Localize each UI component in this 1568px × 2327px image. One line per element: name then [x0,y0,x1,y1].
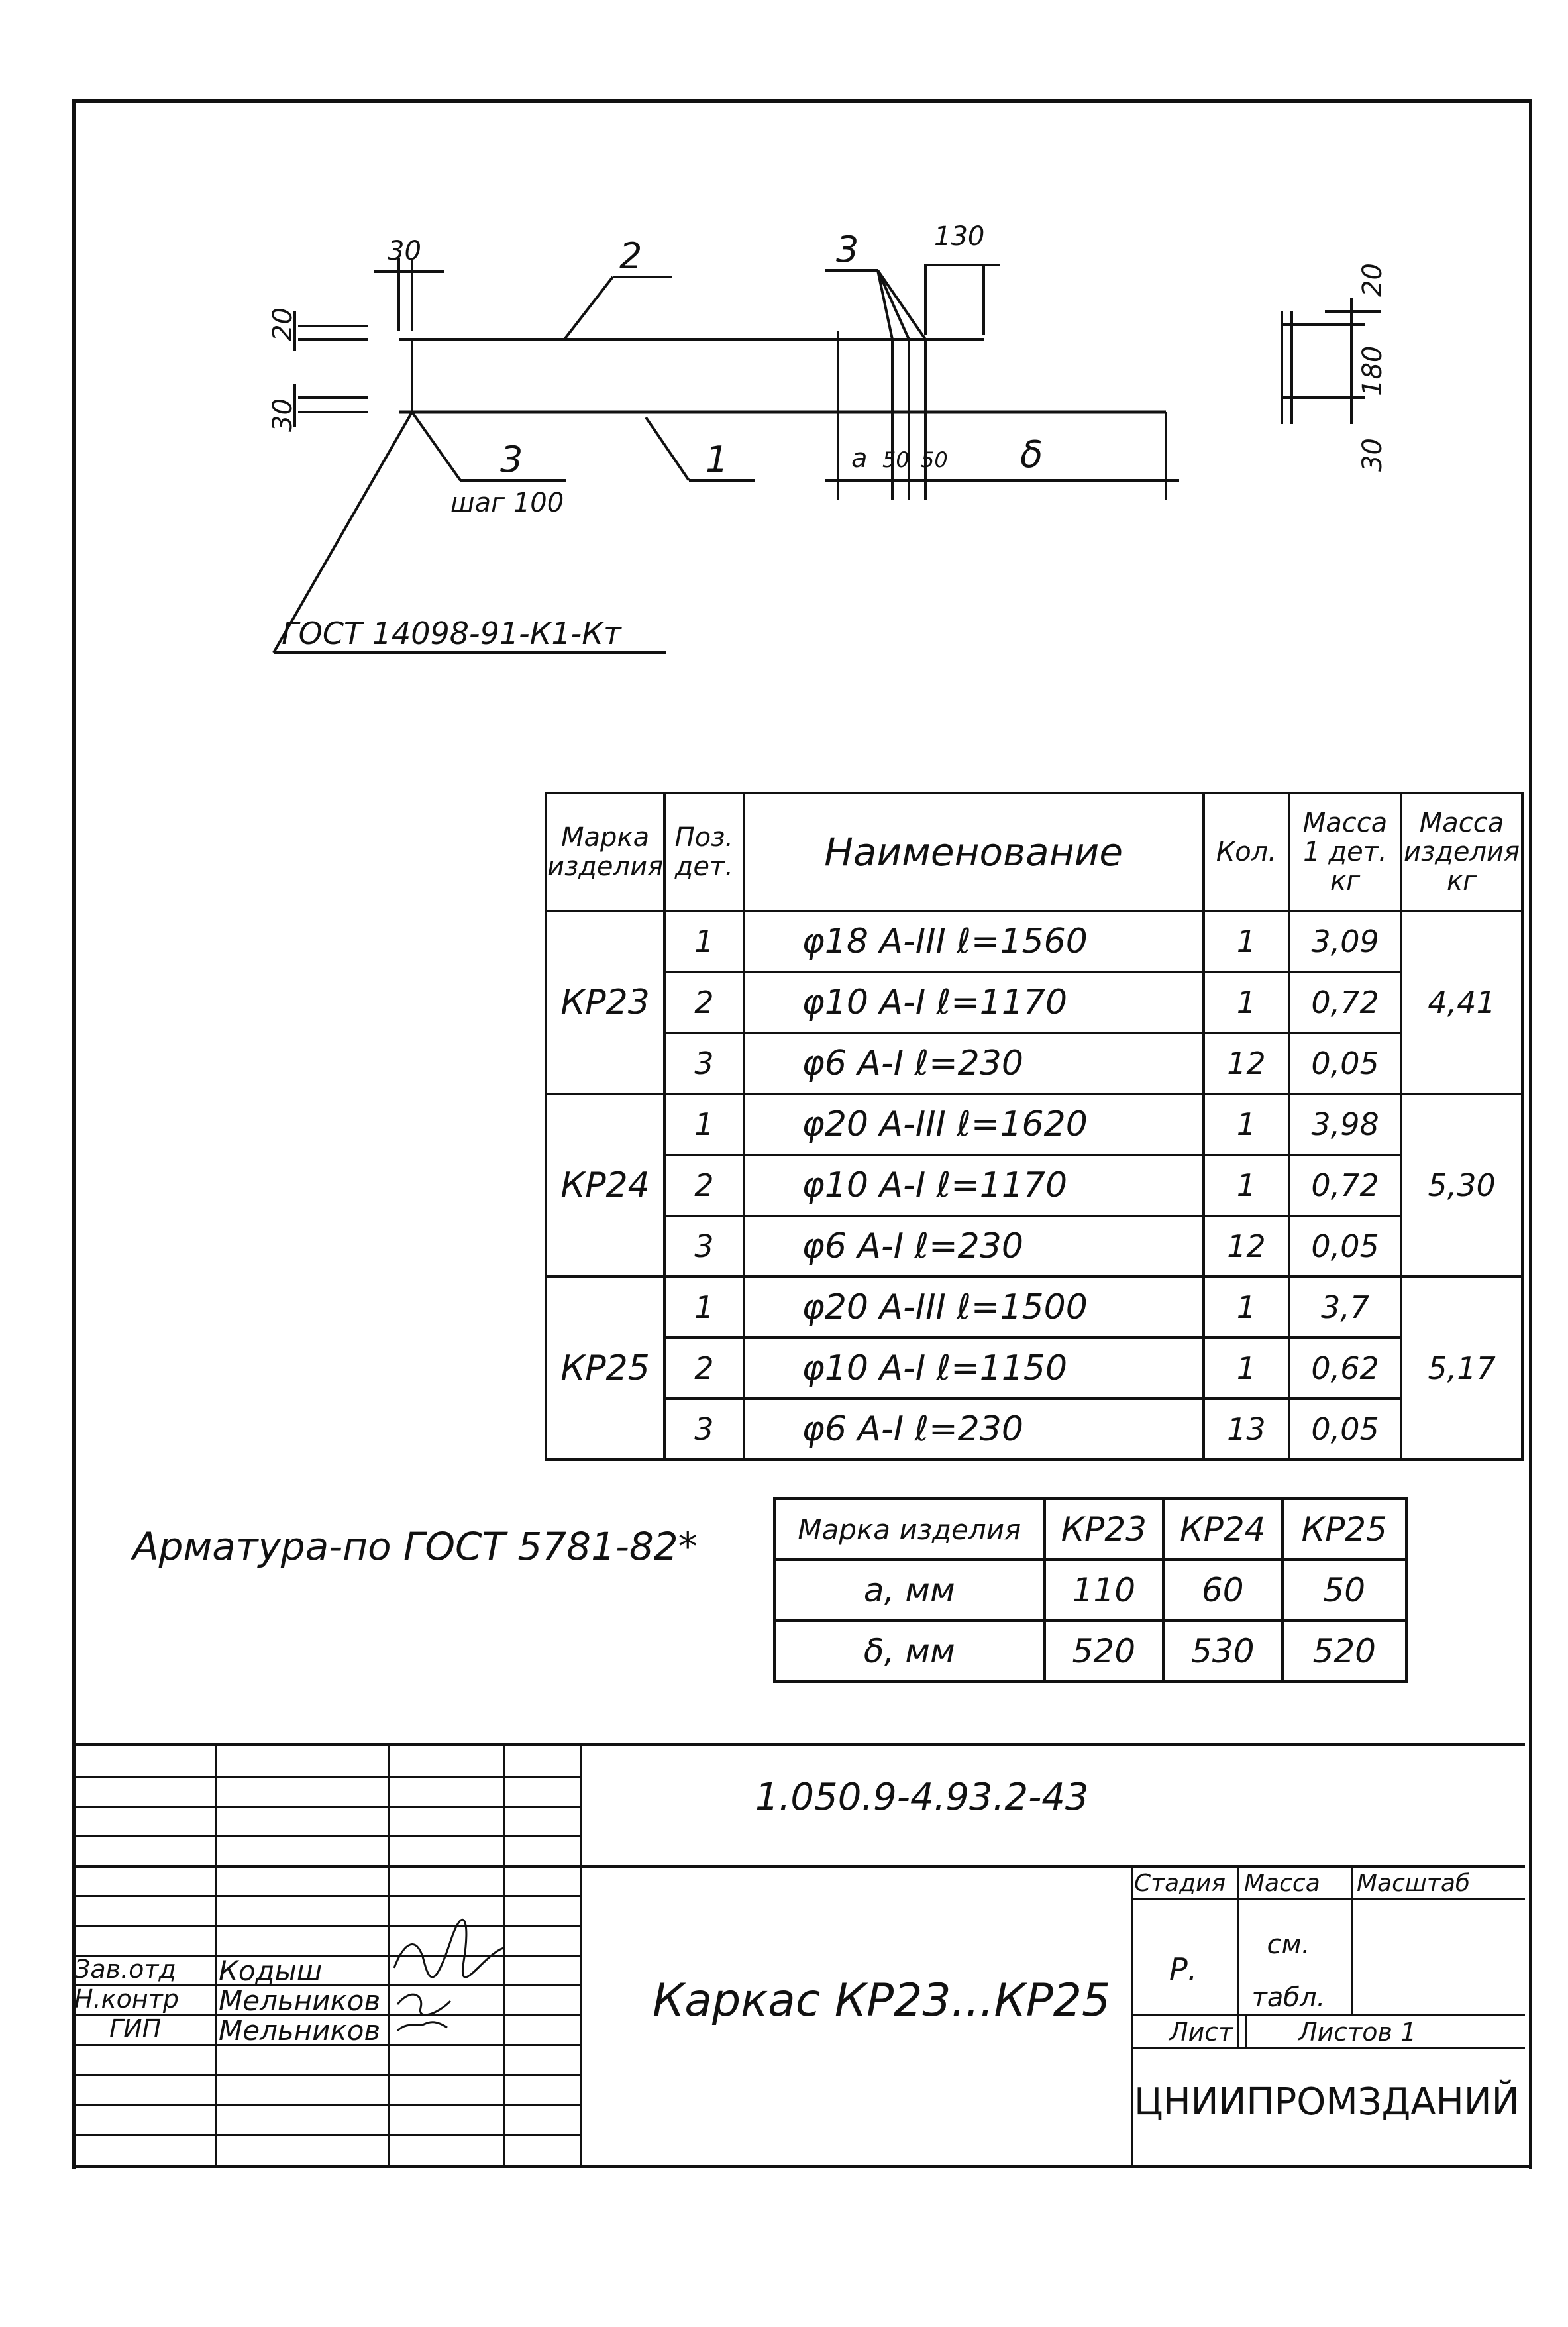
header-mass-product: Масса изделия кг [1401,793,1522,911]
qty-cell: 1 [1204,972,1289,1033]
table-row [546,1338,1522,1399]
pos-cell: 2 [664,972,743,1033]
qty-cell: 13 [1204,1399,1289,1460]
mass-label: Масса [1244,1870,1320,1897]
position-2-label: 2 [619,235,643,277]
section-dim-180: 180 [1357,345,1388,396]
mass-value: см. табл. [1251,1929,1326,2013]
mass-cell: 0,72 [1289,1155,1401,1216]
mass-cell: 0,05 [1289,1216,1401,1277]
table-row [546,1155,1522,1216]
position-3-bottom-label: 3 [500,439,523,480]
mass-cell: 3,7 [1289,1277,1401,1338]
pos-cell: 1 [664,911,743,972]
product-mass: 5,17 [1401,1277,1522,1460]
mass-cell: 0,05 [1289,1033,1401,1094]
dim-top-30: 30 [388,236,421,266]
table-row [546,972,1522,1033]
header-pos: Поз. дет. [664,793,743,911]
table-row [774,1560,1406,1621]
name-cell: φ20 А-III ℓ=1620 [744,1094,1204,1155]
dim-table-header: КР23 [1045,1499,1163,1560]
stage-label: Стадия [1134,1870,1226,1897]
mass-cell: 3,98 [1289,1094,1401,1155]
qty-cell: 1 [1204,1155,1289,1216]
product-mark: КР23 [546,911,664,1094]
dim-a: a [851,443,868,474]
role-norm-control: Н.контр [74,1984,179,2014]
dim-left-30: 30 [268,398,298,432]
dim-table-header: КР25 [1282,1499,1406,1560]
dim-left-20: 20 [268,307,298,341]
stage-value: Р. [1169,1951,1198,1987]
signature-marks [391,1915,523,2047]
pos-cell: 1 [664,1094,743,1155]
organization-name: ЦНИИПРОМЗДАНИЙ [1134,2081,1520,2124]
name-cell: φ10 А-I ℓ=1170 [744,972,1204,1033]
name-cell: φ20 А-III ℓ=1500 [744,1277,1204,1338]
pos-cell: 2 [664,1155,743,1216]
role-head-dept: Зав.отд [74,1955,176,1984]
step-label: шаг 100 [450,488,564,518]
name-cell: φ6 А-I ℓ=230 [744,1399,1204,1460]
dim-table-cell: 60 [1163,1560,1282,1621]
name-cell: φ10 А-I ℓ=1150 [744,1338,1204,1399]
pos-cell: 2 [664,1338,743,1399]
person-head-dept: Кодыш [219,1955,323,1987]
document-code: 1.050.9-4.93.2-43 [755,1776,1089,1819]
mass-cell: 0,72 [1289,972,1401,1033]
dim-table-cell: δ, мм [774,1621,1045,1682]
section-dim-20: 20 [1357,263,1388,297]
name-cell: φ10 А-I ℓ=1170 [744,1155,1204,1216]
product-mark: КР24 [546,1094,664,1277]
product-mark: КР25 [546,1277,664,1460]
dim-table-cell: 50 [1282,1560,1406,1621]
person-chief-engineer: Мельников [219,2014,381,2047]
section-dim-30: 30 [1357,438,1388,472]
pos-cell: 3 [664,1216,743,1277]
table-row [546,911,1522,972]
role-chief-engineer: ГИП [109,2014,162,2043]
position-3-top-label: 3 [836,229,859,270]
person-norm-control: Мельников [219,1984,381,2017]
dim-50-second: 50 [921,447,948,472]
dim-table-cell: 520 [1282,1621,1406,1682]
name-cell: φ6 А-I ℓ=230 [744,1033,1204,1094]
position-1-label: 1 [706,439,729,480]
pos-cell: 1 [664,1277,743,1338]
sheets-count: Листов 1 [1298,2018,1417,2047]
qty-cell: 1 [1204,1338,1289,1399]
name-cell: φ18 А-III ℓ=1560 [744,911,1204,972]
dim-table-header: Марка изделия [774,1499,1045,1560]
pos-cell: 3 [664,1033,743,1094]
header-mark: Марка изделия [546,793,664,911]
table-row [546,1094,1522,1155]
dim-50-first: 50 [882,447,910,472]
dim-table-cell: 530 [1163,1621,1282,1682]
scale-label: Масштаб [1357,1870,1471,1897]
dim-table-cell: 520 [1045,1621,1163,1682]
mass-cell: 0,62 [1289,1338,1401,1399]
sheet-label: Лист [1169,2018,1233,2047]
qty-cell: 1 [1204,1277,1289,1338]
pos-cell: 3 [664,1399,743,1460]
dimension-table [773,1497,1408,1683]
table-row [546,1033,1522,1094]
qty-cell: 1 [1204,911,1289,972]
dim-table-cell: 110 [1045,1560,1163,1621]
table-row [546,1277,1522,1338]
dim-b: δ [1020,433,1043,476]
weld-standard-label: ГОСТ 14098-91-К1-Кт [282,616,621,651]
product-mass: 4,41 [1401,911,1522,1094]
name-cell: φ6 А-I ℓ=230 [744,1216,1204,1277]
table-row [546,1399,1522,1460]
drawing-title: Каркас КР23...КР25 [653,1975,1111,2027]
specification-table [545,792,1524,1461]
mass-cell: 3,09 [1289,911,1401,972]
product-mass: 5,30 [1401,1094,1522,1277]
reinforcement-standard-note: Арматура-по ГОСТ 5781-82* [132,1524,698,1569]
header-qty: Кол. [1204,793,1289,911]
mass-cell: 0,05 [1289,1399,1401,1460]
table-row [546,1216,1522,1277]
dim-table-header: КР24 [1163,1499,1282,1560]
dim-top-130: 130 [934,221,985,252]
header-mass-detail: Масса 1 дет. кг [1289,793,1401,911]
qty-cell: 12 [1204,1216,1289,1277]
qty-cell: 12 [1204,1033,1289,1094]
qty-cell: 1 [1204,1094,1289,1155]
dim-table-cell: a, мм [774,1560,1045,1621]
table-row [774,1621,1406,1682]
header-name: Наименование [744,793,1204,911]
